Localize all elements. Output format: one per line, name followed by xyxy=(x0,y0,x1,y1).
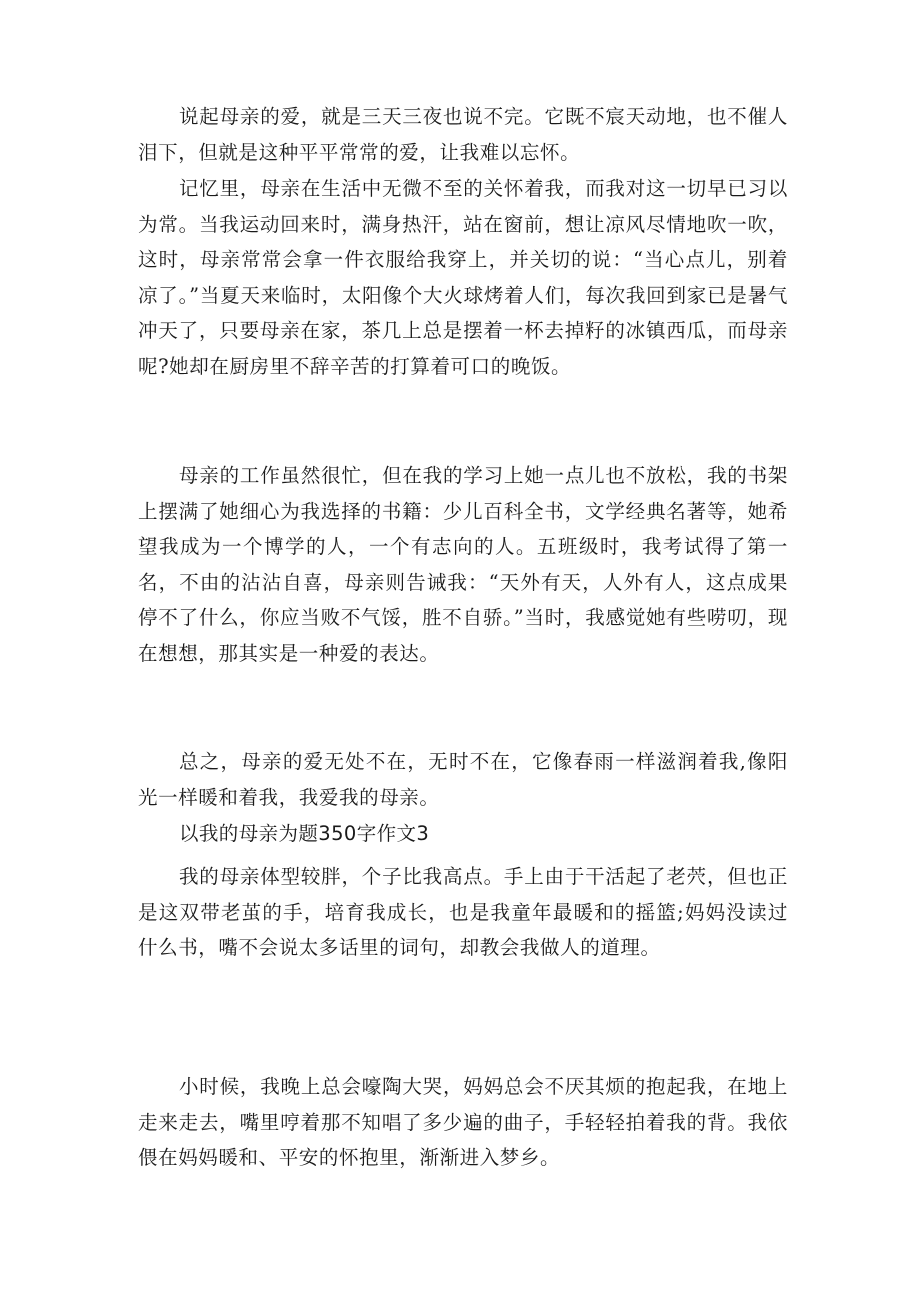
paragraph-4: 总之，母亲的爱无处不在，无时不在，它像春雨一样滋润着我,像阳光一样暖和着我，我爱我的母亲。 xyxy=(138,750,788,809)
section-title: 以我的母亲为题350字作文3 xyxy=(179,822,430,845)
paragraph-3: 母亲的工作虽然很忙，但在我的学习上她一点儿也不放松，我的书架上摆满了她细心为我选择的书籍：少儿百科全书，文学经典名著等，她希望我成为一个博学的人，一个有志向的人。五班级时，我考试得了第一名，不由的沾沾自喜，母亲则告诫我：“天外有天，人外有人，这点成果停不了什么，你应当败不气馁，胜不自骄。”当时，我感觉她有些唠叨，现在想想，那其实是一种爱的表达。 xyxy=(138,464,788,665)
paragraph-5: 我的母亲体型较胖，个子比我高点。手上由于干活起了老茓，但也正是这双带老茧的手，培育我成长，也是我童年最暖和的摇篮;妈妈没读过什么书，嘴不会说太多话里的词句，却教会我做人的道理。 xyxy=(138,865,788,959)
paragraph-1: 说起母亲的爱，就是三天三夜也说不完。它既不宸天动地，也不催人泪下，但就是这种平平常常的爱，让我难以忘怀。 xyxy=(138,105,788,164)
paragraph-2: 记忆里，母亲在生活中无微不至的关怀着我，而我对这一切早已习以为常。当我运动回来时，满身热汗，站在窗前，想让凉风尽情地吹一吹，这时，母亲常常会拿一件衣服给我穿上，并关切的说：“当心点儿，别着凉了。”当夏天来临时，太阳像个大火球烤着人们，每次我回到家已是暑气冲天了，只要母亲在家，茶几上总是摆着一杯去掉籽的冰镇西瓜，而母亲呢?她却在厨房里不辞辛苦的打算着可口的晚饭。 xyxy=(138,177,788,378)
paragraph-6: 小时候，我晚上总会嚎陶大哭，妈妈总会不厌其烦的抱起我，在地上走来走去，嘴里哼着那不知唱了多少遍的曲子，手轻轻拍着我的背。我依偎在妈妈暖和、平安的怀抱里，渐渐进入梦乡。 xyxy=(138,1075,788,1169)
